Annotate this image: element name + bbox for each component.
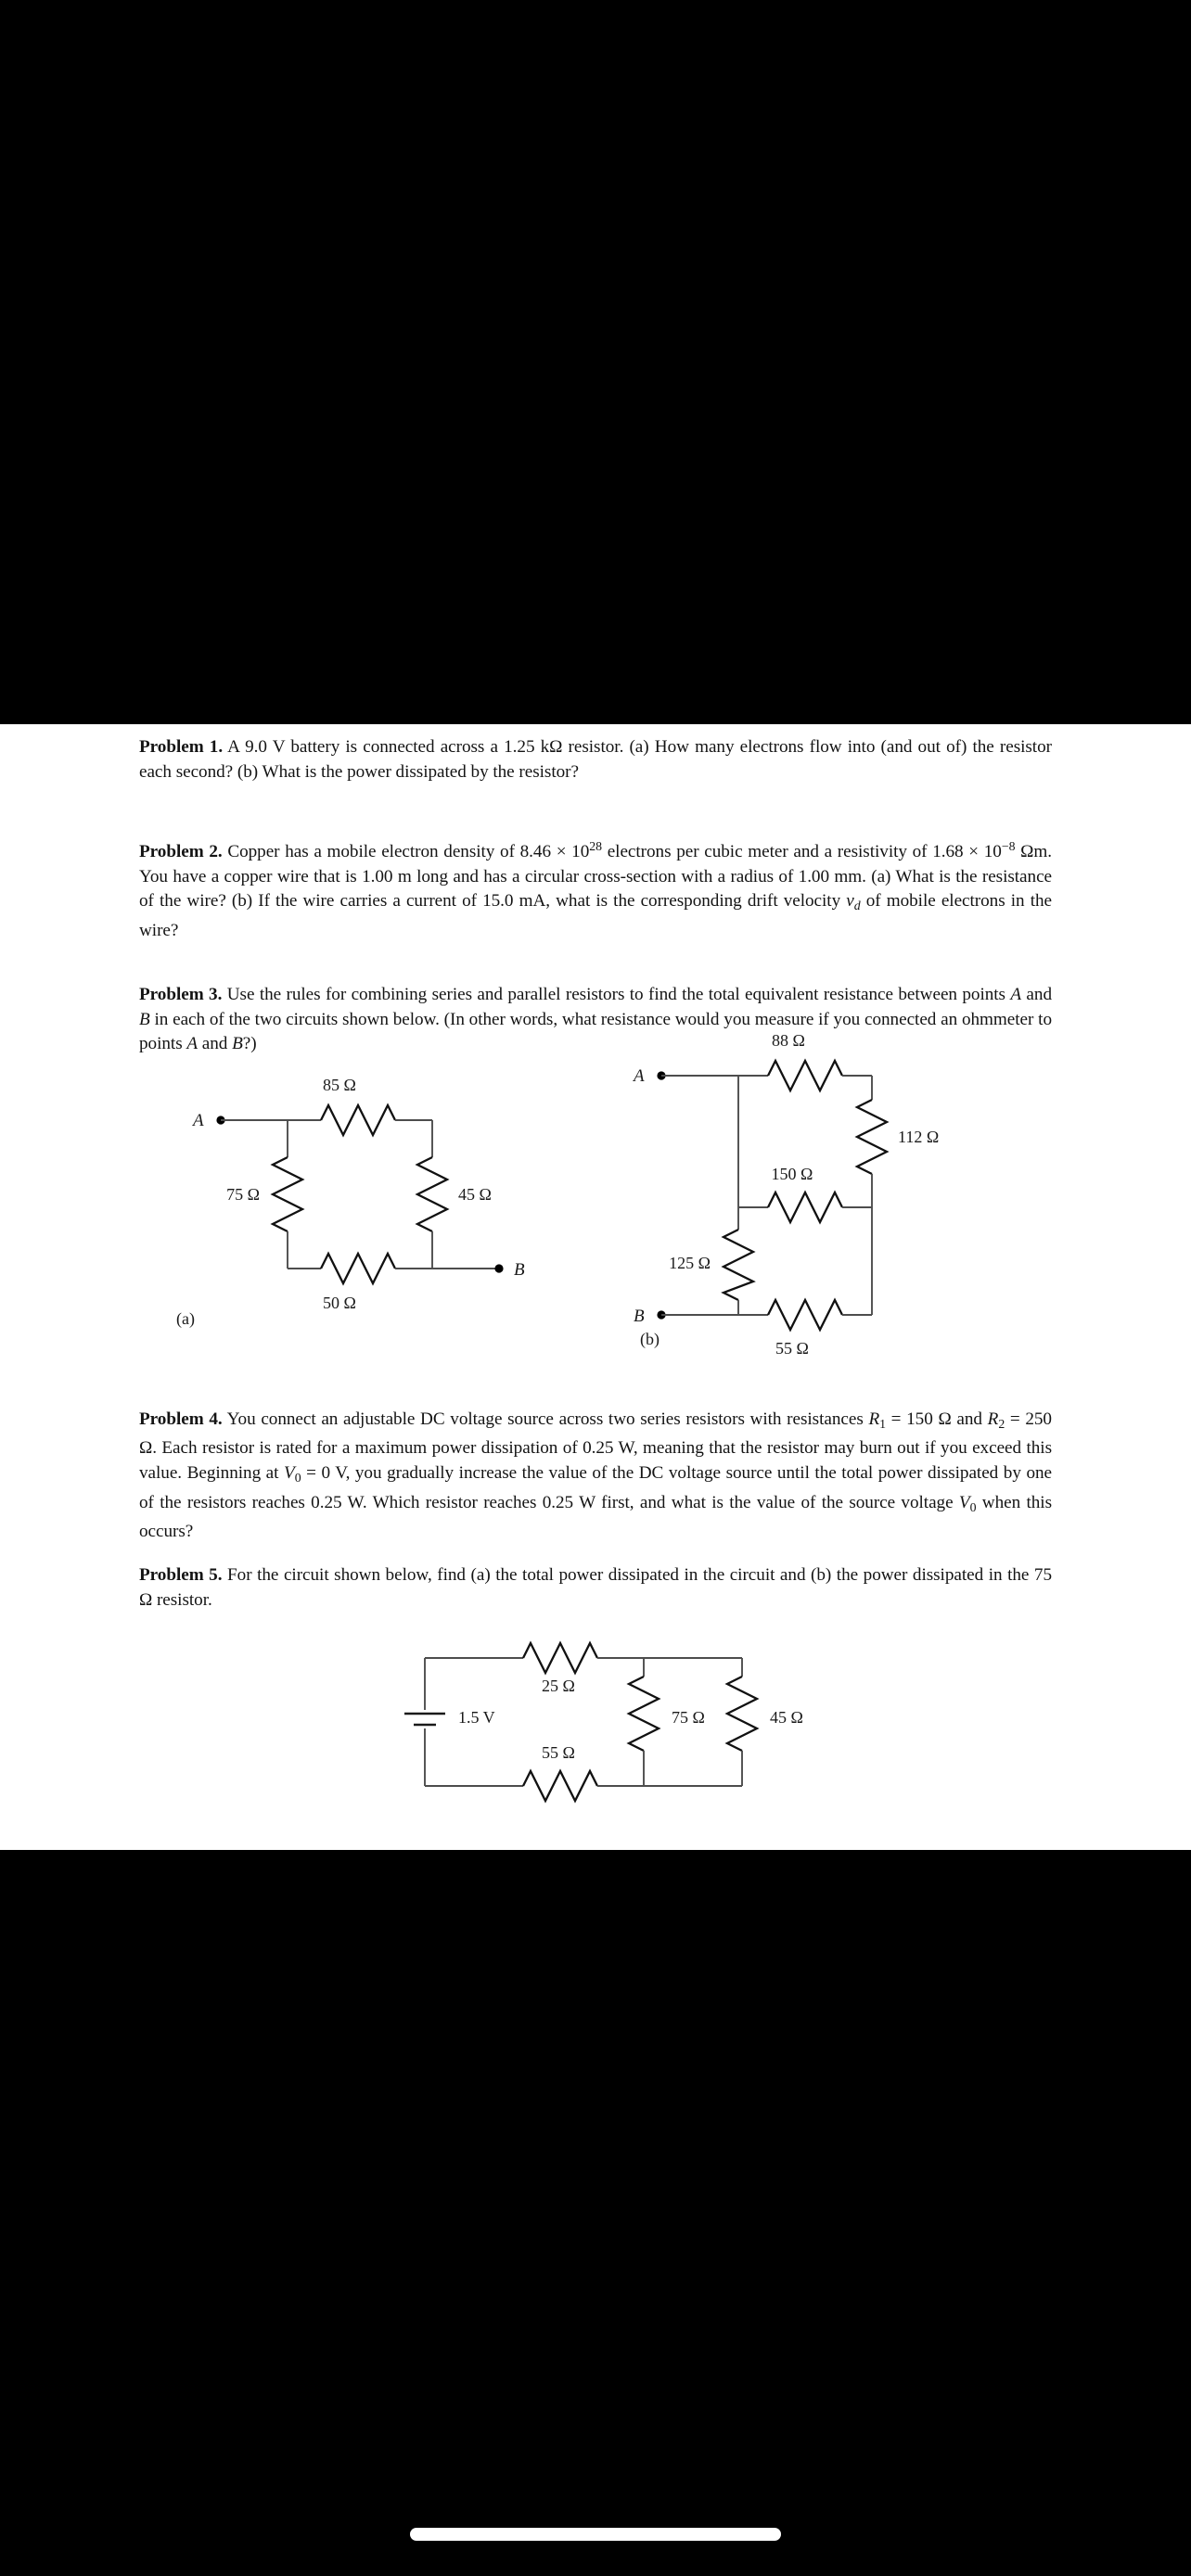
problem-4-label: Problem 4.	[139, 1409, 223, 1429]
problem-3-text-part4: and	[198, 1034, 233, 1054]
resistor-55-ohm-label: 55 Ω	[775, 1339, 809, 1358]
problem-5-circuit-svg	[139, 1638, 1052, 1823]
problem-2-label: Problem 2.	[139, 842, 223, 862]
subscript-0-a: 0	[294, 1470, 301, 1485]
problem-1-label: Problem 1.	[139, 737, 224, 757]
resistor-55-ohm-p5-label: 55 Ω	[542, 1743, 575, 1762]
circuit-a-node-b-dot	[494, 1264, 503, 1272]
problem-2-text-part1: Copper has a mobile electron density of 8.46 × 10	[227, 842, 590, 862]
problem-4-text-part1: You connect an adjustable DC voltage source across two series resistors with resistances	[226, 1409, 869, 1429]
subscript-2: 2	[998, 1416, 1005, 1431]
problem-1-text: A 9.0 V battery is connected across a 1.25 kΩ resistor. (a) How many electrons flow into (and out of) the resistor each second? (b) What is the power dissipated by the resistor?	[139, 737, 1052, 782]
document-page[interactable]	[0, 724, 1191, 1850]
point-a-ref-1: A	[1010, 985, 1022, 1004]
circuit-a-terminal-b-label: B	[514, 1260, 525, 1280]
problem-2-text-part4: of mobile electrons in the wire?	[139, 891, 1053, 940]
problem-2-text-part3: Ωm. You have a copper wire that is 1.00 m long and has a circular cross-section with a radius of 1.00 mm. (a) What is the resistance of the wire? (b) If the wire carries a current of 15.0 mA, what is the corresponding drift velocity	[139, 842, 1052, 912]
exponent-28: 28	[589, 839, 602, 853]
resistor-88-ohm	[768, 1061, 842, 1090]
resistor-45-ohm-label: 45 Ω	[458, 1185, 492, 1204]
resistor-150-ohm-label: 150 Ω	[771, 1165, 813, 1183]
resistor-75-ohm-p5	[629, 1677, 659, 1751]
resistor-50-ohm-label: 50 Ω	[323, 1294, 356, 1312]
subscript-1: 1	[879, 1416, 886, 1431]
problem-4-text-part5: when this occurs?	[139, 1492, 1052, 1541]
battery-voltage-label: 1.5 V	[458, 1708, 495, 1727]
problem-5-figure	[139, 1638, 1052, 1823]
subscript-0-b: 0	[969, 1499, 977, 1514]
problem-3-label: Problem 3.	[139, 985, 223, 1004]
problem-5-block	[139, 1563, 1052, 1613]
problem-1-block	[139, 735, 1052, 784]
resistor-75-ohm-label: 75 Ω	[226, 1185, 260, 1204]
resistor-50-ohm	[321, 1254, 395, 1283]
resistor-125-ohm-label: 125 Ω	[669, 1254, 711, 1272]
resistor-25-ohm-label: 25 Ω	[542, 1677, 575, 1695]
resistor-75-ohm	[273, 1157, 302, 1231]
resistor-125-ohm	[724, 1230, 753, 1300]
figure-caption-a: (a)	[176, 1309, 195, 1328]
home-indicator[interactable]	[410, 2528, 781, 2541]
problem-2-text-part2: electrons per cubic meter and a resistivity of 1.68 × 10	[602, 842, 1002, 862]
symbol-v0-b: V	[958, 1492, 970, 1512]
problem-4-text-part4: = 0 V, you gradually increase the value of the DC voltage source until the total power dissipated by one of the resistors reaches 0.25 W. Which resistor reaches 0.25 W first, and what is the value of the source voltage	[139, 1463, 1053, 1512]
circuit-b-terminal-b-label: B	[634, 1307, 645, 1326]
problem-3-text-part1: Use the rules for combining series and parallel resistors to find the total equivalent resistance between points	[226, 985, 1011, 1004]
symbol-v0-a: V	[284, 1463, 295, 1484]
symbol-r1: R	[868, 1409, 880, 1429]
problem-5-text: For the circuit shown below, find (a) the total power dissipated in the circuit and (b) the power dissipated in the 75 Ω resistor.	[139, 1565, 1052, 1610]
problem-3-text-part2: and	[1021, 985, 1052, 1004]
resistor-112-ohm	[857, 1100, 887, 1174]
resistor-25-ohm	[523, 1643, 597, 1673]
circuit-a	[176, 1076, 525, 1329]
resistor-55-ohm-p5	[523, 1771, 597, 1801]
exponent-minus-8: −8	[1001, 839, 1016, 853]
circuit-b	[632, 1031, 939, 1358]
problem-2-block	[139, 835, 1052, 943]
problem-4-text-part3: = 250 Ω. Each resistor is rated for a maximum power dissipation of 0.25 W, meaning that the resistor may burn out if you exceed this value. Beginning at	[139, 1409, 1052, 1484]
problem-5-label: Problem 5.	[139, 1565, 223, 1585]
resistor-55-ohm	[768, 1300, 842, 1330]
circuit-a-terminal-a-label: A	[193, 1111, 204, 1130]
symbol-r2: R	[987, 1409, 999, 1429]
resistor-85-ohm-label: 85 Ω	[323, 1076, 356, 1094]
resistor-45-ohm-p5-label: 45 Ω	[770, 1708, 803, 1727]
point-a-ref-2: A	[186, 1034, 198, 1054]
subscript-d: d	[853, 899, 861, 913]
problem-3-text-part3: in each of the two circuits shown below. (In other words, what resistance would you measure if you connected an ohmmeter to points	[139, 1009, 1052, 1054]
problem-3-text-part5: ?)	[242, 1034, 257, 1054]
figure-caption-b: (b)	[640, 1330, 660, 1348]
resistor-112-ohm-label: 112 Ω	[898, 1128, 940, 1146]
problem-3-block	[139, 983, 1052, 1057]
resistor-45-ohm-p5	[727, 1677, 757, 1751]
resistor-45-ohm	[417, 1157, 447, 1231]
resistor-88-ohm-label: 88 Ω	[772, 1031, 805, 1050]
problem-4-block	[139, 1408, 1052, 1545]
point-b-ref-1: B	[139, 1009, 150, 1029]
document-content-column	[139, 724, 1052, 1850]
resistor-85-ohm	[321, 1105, 395, 1135]
symbol-v: v	[846, 891, 854, 912]
resistor-75-ohm-p5-label: 75 Ω	[672, 1708, 705, 1727]
circuit-b-terminal-a-label: A	[634, 1066, 645, 1086]
problem-4-text-part2: = 150 Ω and	[885, 1409, 988, 1429]
resistor-150-ohm	[768, 1192, 842, 1222]
point-b-ref-2: B	[232, 1034, 243, 1054]
